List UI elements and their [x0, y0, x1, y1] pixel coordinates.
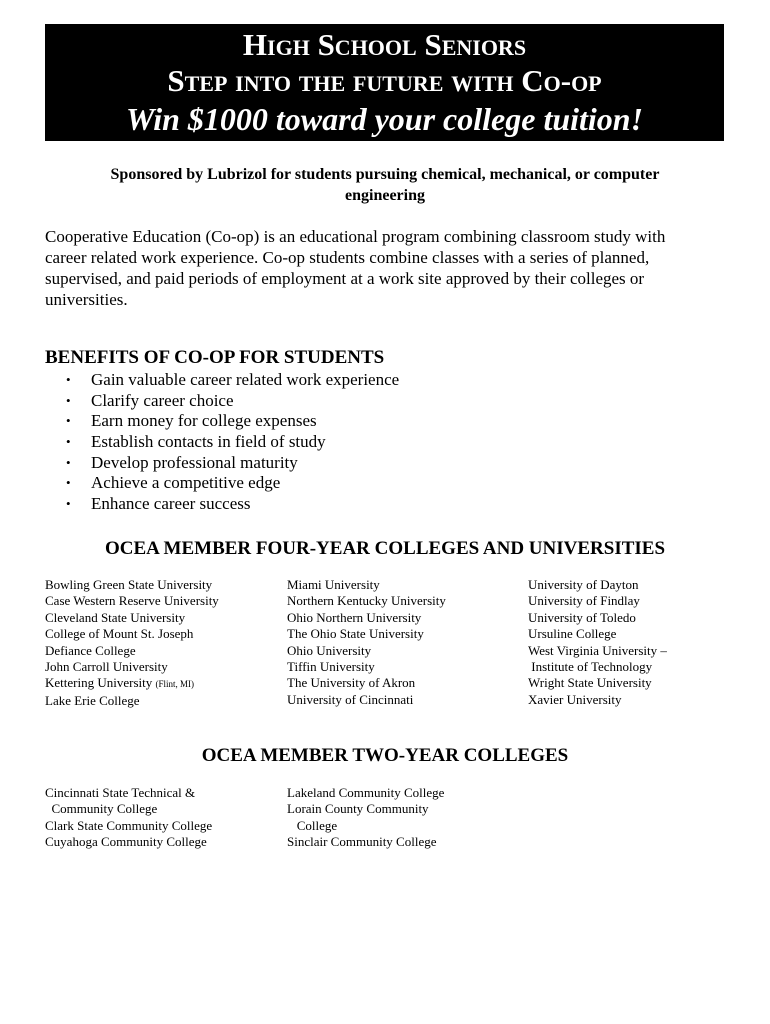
benefit-text: Develop professional maturity — [91, 452, 298, 472]
bullet-icon: • — [66, 392, 71, 408]
college-name: Kettering University — [45, 675, 153, 691]
benefit-item — [45, 432, 399, 453]
benefit-item — [45, 391, 399, 412]
college-name: Cincinnati State Technical & — [45, 785, 196, 800]
college-name: Clark State Community College — [45, 817, 213, 833]
four-year-column-2 — [287, 577, 446, 708]
college-name: Sinclair Community College — [287, 834, 437, 850]
benefit-text: Enhance career success — [91, 494, 251, 514]
title-banner — [45, 24, 724, 141]
college-name: Miami University — [287, 577, 380, 592]
college-name: The University of Akron — [287, 675, 416, 691]
college-name: Case Western Reserve University — [45, 593, 219, 609]
college-name: Wright State University — [528, 675, 652, 691]
bullet-icon: • — [66, 475, 71, 491]
college-name: Ursuline College — [528, 626, 617, 642]
benefit-item — [45, 473, 399, 494]
benefit-text: Clarify career choice — [91, 390, 234, 410]
college-name: Defiance College — [45, 642, 136, 658]
banner-prize-line: Win $1000 toward your college tuition! — [125, 101, 644, 137]
benefit-text: Gain valuable career related work experience — [91, 370, 400, 389]
benefit-item — [45, 453, 399, 474]
two-year-column-2 — [287, 785, 444, 851]
benefit-text: Achieve a competitive edge — [91, 473, 281, 493]
benefits-heading: BENEFITS OF CO-OP FOR STUDENTS — [45, 347, 385, 368]
college-name: The Ohio State University — [287, 626, 424, 642]
college-name: University of Dayton — [528, 577, 639, 592]
college-name: Tiffin University — [287, 659, 375, 675]
benefit-text: Earn money for college expenses — [91, 411, 317, 431]
four-year-column-3 — [528, 577, 667, 708]
benefit-text: Establish contacts in field of study — [91, 432, 326, 452]
college-name: University of Toledo — [528, 609, 636, 625]
sponsor-statement: Sponsored by Lubrizol for students pursuing chemical, mechanical, or computer engineering — [110, 166, 660, 204]
college-name: West Virginia University – — [528, 642, 667, 658]
college-name: Ohio Northern University — [287, 609, 422, 625]
four-year-colleges-heading: OCEA MEMBER FOUR-YEAR COLLEGES AND UNIVERSITIES — [104, 538, 666, 559]
bullet-icon: • — [66, 434, 71, 450]
college-name: Lakeland Community College — [287, 785, 445, 800]
college-name: Bowling Green State University — [45, 577, 213, 592]
college-name: Lake Erie College — [45, 692, 140, 708]
four-year-column-1 — [45, 577, 219, 709]
college-name: Cleveland State University — [45, 609, 186, 625]
college-name: Community College — [45, 801, 158, 817]
banner-title-line-1: High School Seniors — [242, 27, 527, 62]
two-year-colleges-heading: OCEA MEMBER TWO-YEAR COLLEGES — [201, 745, 569, 766]
bullet-icon: • — [66, 496, 71, 512]
college-name: College — [287, 817, 338, 833]
college-name: College of Mount St. Joseph — [45, 626, 194, 642]
college-name: Cuyahoga Community College — [45, 834, 207, 850]
benefit-item — [45, 370, 399, 391]
bullet-icon: • — [66, 413, 71, 429]
college-name: Institute of Technology — [528, 659, 653, 675]
benefit-item — [45, 494, 399, 515]
college-name: Lorain County Community — [287, 801, 429, 817]
college-name-kettering — [45, 675, 219, 692]
benefits-list — [45, 370, 399, 515]
college-name: University of Findlay — [528, 593, 640, 609]
college-name: John Carroll University — [45, 659, 168, 675]
benefit-item — [45, 411, 399, 432]
banner-title-line-2: Step into the future with Co-op — [167, 63, 602, 98]
bullet-icon: • — [66, 454, 71, 470]
college-name: Ohio University — [287, 642, 372, 658]
college-name: Xavier University — [528, 691, 622, 707]
college-name: Northern Kentucky University — [287, 593, 446, 609]
intro-paragraph: Cooperative Education (Co-op) is an educational program combining classroom study with career related work experience. Co-op students combine classes with a series of planned, supervised, and paid periods of employment at a work site approved by their colleges or universities. — [45, 227, 666, 309]
bullet-icon: • — [66, 372, 71, 387]
kettering-location-note: (Flint, MI) — [155, 679, 194, 690]
two-year-column-1 — [45, 785, 212, 851]
college-name: University of Cincinnati — [287, 691, 414, 707]
